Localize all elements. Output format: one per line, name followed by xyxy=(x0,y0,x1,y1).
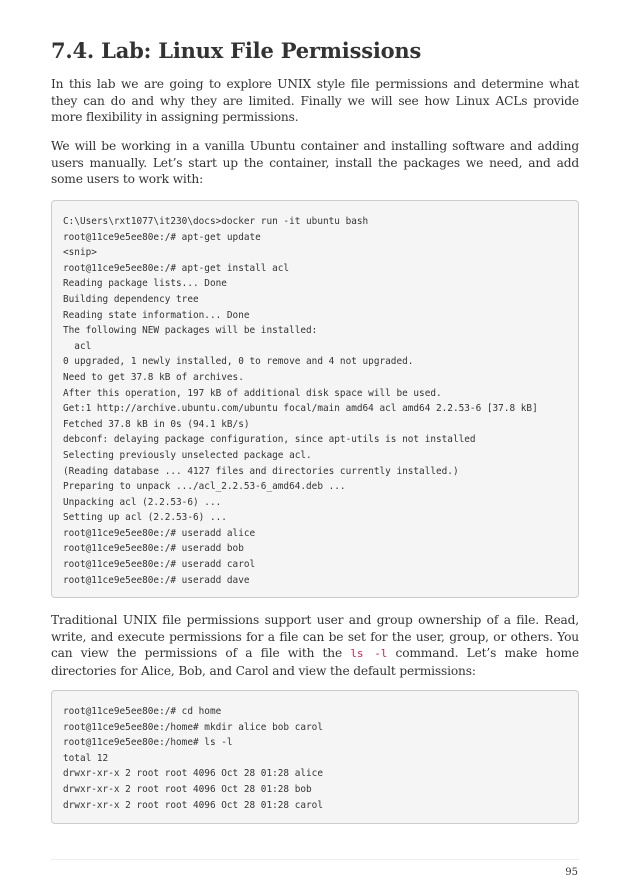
code-block-home xyxy=(51,690,579,824)
permissions-text-after: command. Let’s make home directories for Alice, Bob, and Carol and view the default permissions: xyxy=(51,646,579,678)
code-block-setup xyxy=(51,200,579,598)
inline-code-ls: ls -l xyxy=(350,647,388,661)
permissions-paragraph xyxy=(51,612,579,679)
setup-paragraph: We will be working in a vanilla Ubuntu container and installing software and adding users manually. Let’s start up the container, install the packages we need, and add some users to work with: xyxy=(51,139,579,187)
page-number: 95 xyxy=(565,867,578,878)
section-title: 7.4. Lab: Linux File Permissions xyxy=(51,38,422,63)
code-setup-text: C:\Users\rxt1077\it230\docs>docker run -it ubuntu bash root@11ce9e5ee80e:/# apt-get update <snip> root@11ce9e5ee80e:/# apt-get install acl Reading package lists... Done Building dependency tree Reading state information... Done The following NEW packages will be installed: acl 0 upgraded, 1 newly installed, 0 to remove and 4 not upgraded. Need to get 37.8 kB of archives. After this operation, 197 kB of additional disk space will be used. Get:1 http://archive.ubuntu.com/ubuntu focal/main amd64 acl amd64 2.2.53-6 [37.8 kB] Fetched 37.8 kB in 0s (94.1 kB/s) debconf: delaying package configuration, since apt-utils is not installed Selecting previously unselected package acl. (Reading database ... 4127 files and directories currently installed.) Preparing to unpack .../acl_2.2.53-6_amd64.deb ... Unpacking acl (2.2.53-6) ... Setting up acl (2.2.53-6) ... root@11ce9e5ee80e:/# useradd alice root@11ce9e5ee80e:/# useradd bob root@11ce9e5ee80e:/# useradd carol root@11ce9e5ee80e:/# useradd dave xyxy=(63,216,538,586)
intro-paragraph: In this lab we are going to explore UNIX style file permissions and determine what they can do and why they are limited. Finally we will see how Linux ACLs provide more flexibility in assigning permissions. xyxy=(51,77,579,125)
code-home-text: root@11ce9e5ee80e:/# cd home root@11ce9e5ee80e:/home# mkdir alice bob carol root@11ce9e5ee80e:/home# ls -l total 12 drwxr-xr-x 2 root root 4096 Oct 28 01:28 alice drwxr-xr-x 2 root root 4096 Oct 28 01:28 bob drwxr-xr-x 2 root root 4096 Oct 28 01:28 carol xyxy=(63,706,323,811)
permissions-text-before: Traditional UNIX file permissions support user and group ownership of a file. Read, write, and execute permissions for a file can be set for the user, group, or others. You can view the permissions of a file with the xyxy=(51,613,579,661)
footer-divider xyxy=(51,859,579,860)
